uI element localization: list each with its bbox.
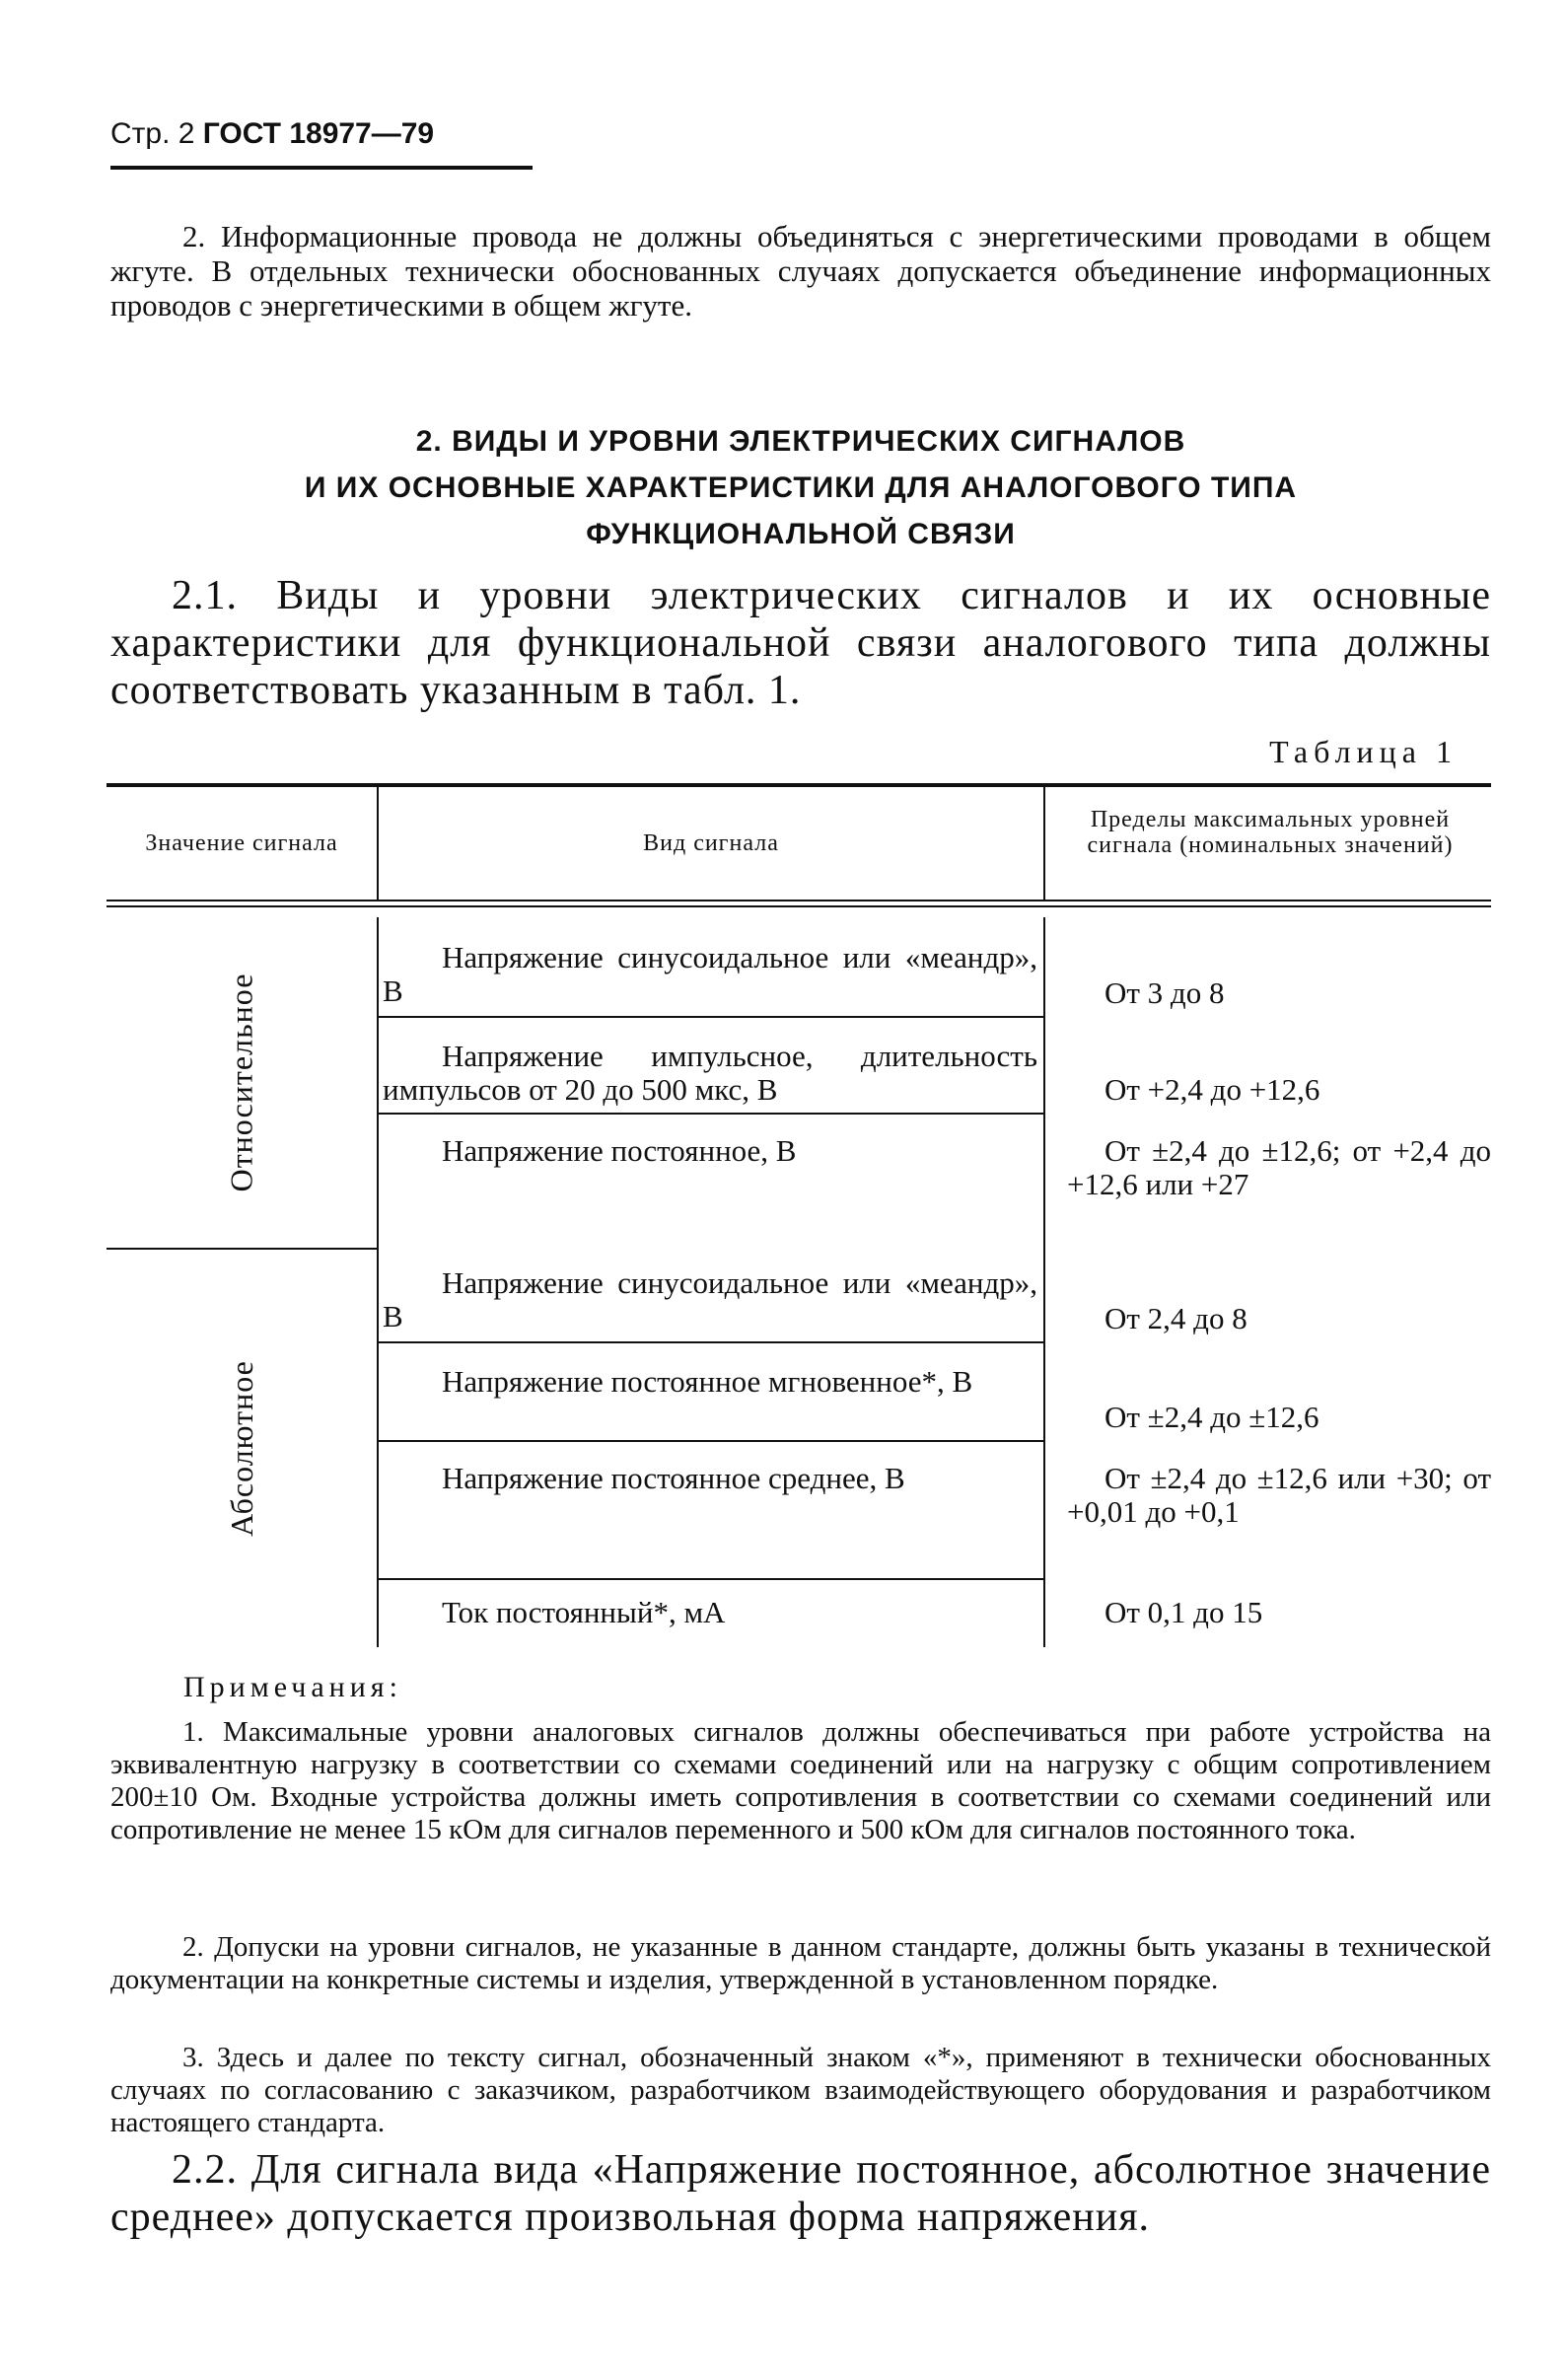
table-cell-type: Напряжение синусоидальное или «меандр», В — [383, 1265, 1037, 1334]
header-signal-limits: Пределы максимальных уровней сигнала (номинальных значений) — [1087, 807, 1454, 858]
section-title — [110, 418, 1491, 557]
body-divider-1 — [377, 917, 379, 1647]
page-number: Стр. 2 — [110, 117, 195, 150]
section-title-line-3: ФУНКЦИОНАЛЬНОЙ СВЯЗИ — [586, 518, 1016, 550]
header-divider-2 — [1043, 787, 1045, 900]
group-label-absolute-wrap — [107, 1250, 377, 1647]
header-rule — [110, 166, 533, 170]
section-title-line-1: 2. ВИДЫ И УРОВНИ ЭЛЕКТРИЧЕСКИХ СИГНАЛОВ — [415, 425, 1186, 458]
row-separator — [377, 1016, 1043, 1018]
table-cell-limits: От 3 до 8 — [1105, 975, 1225, 1010]
table-cell-type: Напряжение постоянное, В — [442, 1133, 797, 1168]
row-separator — [377, 1578, 1043, 1580]
row-separator — [377, 1341, 1043, 1343]
table-cell-limits: От 0,1 до 15 — [1105, 1595, 1263, 1629]
group-label-relative: Относительное — [223, 973, 259, 1192]
note-2: 2. Допуски на уровни сигналов, не указанные в данном стандарте, должны быть указаны в технической документации на конкретные системы и изделия, утвержденной в установленном порядке. — [110, 1931, 1491, 1995]
table-cell-limits: От 2,4 до 8 — [1105, 1301, 1247, 1335]
page-header — [110, 116, 434, 152]
table-cell-type: Ток постоянный*, мА — [442, 1595, 726, 1629]
table-cell-limits: От ±2,4 до ±12,6 — [1105, 1400, 1319, 1434]
table-cell-type: Напряжение постоянное мгновенное*, В — [442, 1364, 973, 1399]
paragraph-1-2: 2. Информационные провода не должны объединяться с энергетическими проводами в общем жгуте. В отдельных технически обоснованных случаях допускается объединение информационных проводов с энергетическими в общем жгуте. — [110, 219, 1491, 323]
table-caption: Таблица 1 — [1269, 734, 1458, 769]
row-separator — [377, 1440, 1043, 1442]
table-cell-limits: От ±2,4 до ±12,6; от +2,4 до +12,6 или +27 — [1067, 1133, 1491, 1201]
header-signal-type: Вид сигнала — [643, 830, 779, 856]
table-cell-limits: От ±2,4 до ±12,6 или +30; от +0,01 до +0,1 — [1067, 1461, 1491, 1529]
table-cell-type: Напряжение постоянное среднее, В — [442, 1461, 905, 1495]
paragraph-2-1: 2.1. Виды и уровни электрических сигналов и их основные характеристики для функциональной связи аналогового типа должны соответствовать указанным в табл. 1. — [110, 573, 1491, 713]
table-cell-limits: От +2,4 до +12,6 — [1105, 1072, 1320, 1107]
table-header-rule-2 — [107, 905, 1491, 907]
header-signal-value: Значение сигнала — [145, 830, 338, 856]
notes-title: Примечания: — [183, 1671, 402, 1703]
standard-number: ГОСТ 18977—79 — [202, 117, 435, 150]
note-3: 3. Здесь и далее по тексту сигнал, обозначенный знаком «*», применяют в технически обоснованных случаях по согласованию с заказчиком, разработчиком взаимодействующего оборудования и разработчиком настоящего стандарта. — [110, 2042, 1491, 2138]
table-top-rule — [107, 783, 1491, 787]
table-cell-type: Напряжение синусоидальное или «меандр», В — [383, 940, 1037, 1008]
body-divider-2 — [1043, 917, 1045, 1647]
table-header-rule — [107, 900, 1491, 901]
group-label-relative-wrap — [107, 917, 377, 1248]
table-cell-type: Напряжение импульсное, длительность импульсов от 20 до 500 мкс, В — [383, 1039, 1037, 1107]
section-title-line-2: И ИХ ОСНОВНЫЕ ХАРАКТЕРИСТИКИ ДЛЯ АНАЛОГОВОГО ТИПА — [304, 471, 1298, 504]
paragraph-2-2: 2.2. Для сигнала вида «Напряжение постоянное, абсолютное значение среднее» допускается произвольная форма напряжения. — [110, 2147, 1491, 2240]
note-1: 1. Максимальные уровни аналоговых сигналов должны обеспечиваться при работе устройства на эквивалентную нагрузку в соответствии со схемами соединений или на нагрузку с общим сопротивлением 200±10 Ом. Входные устройства должны иметь сопротивления в соответствии со схемами соединений или сопротивление не менее 15 кОм для сигналов переменного и 500 кОм для сигналов постоянного тока. — [110, 1716, 1491, 1845]
group-label-absolute: Абсолютное — [223, 1360, 259, 1537]
row-separator — [377, 1113, 1043, 1115]
